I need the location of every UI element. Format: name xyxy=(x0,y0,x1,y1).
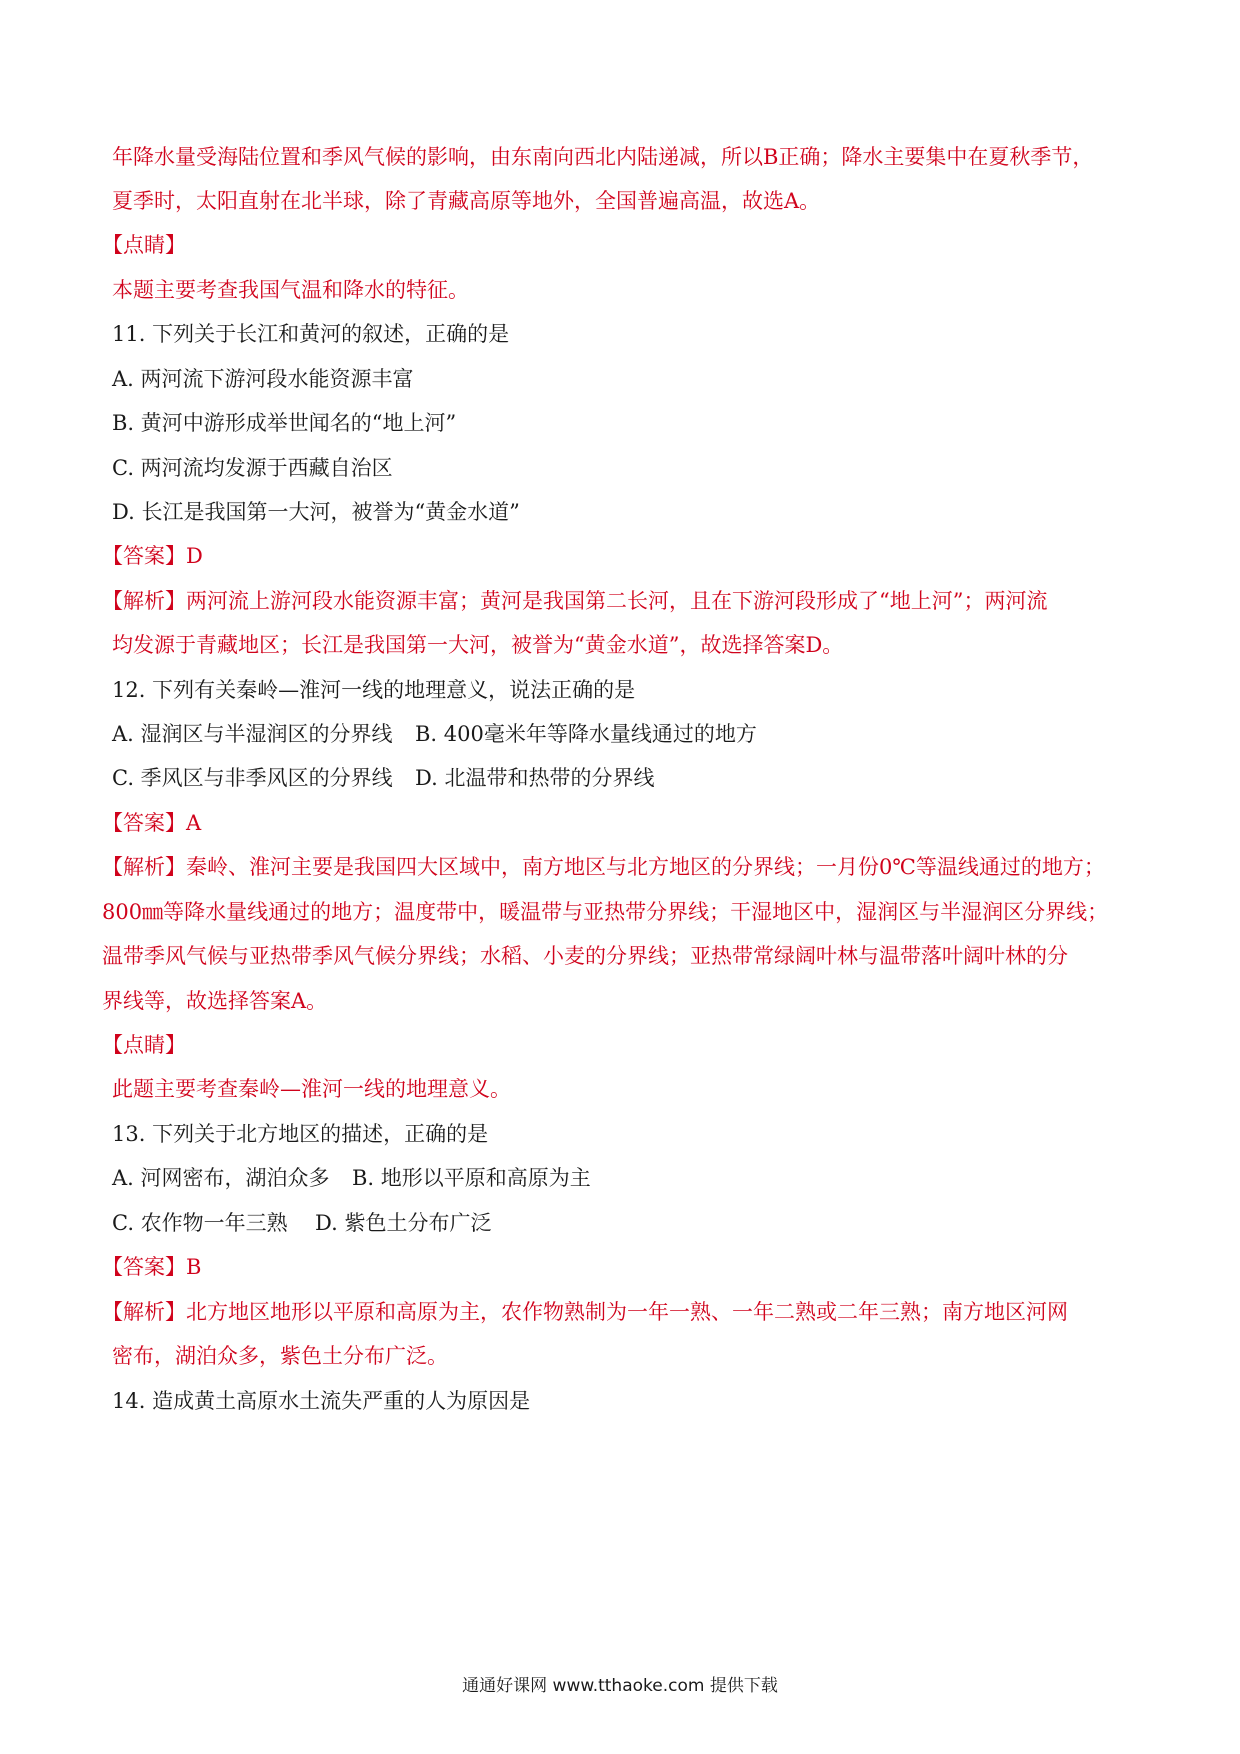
analysis-tag: 【解析】 xyxy=(102,589,186,613)
q12-option-c: C. 季风区与非季风区的分界线 xyxy=(112,766,393,790)
q13-answer-row xyxy=(102,1254,201,1280)
q13-options-row-2 xyxy=(112,1210,491,1236)
q11-stem: 11. 下列关于长江和黄河的叙述，正确的是 xyxy=(112,322,510,346)
q13-answer: B xyxy=(186,1255,202,1279)
q11-option-d: D. 长江是我国第一大河，被誉为“黄金水道” xyxy=(112,500,520,524)
answer-tag: 【答案】 xyxy=(102,544,186,568)
analysis-tag: 【解析】 xyxy=(102,1300,186,1324)
q13-stem: 13. 下列关于北方地区的描述，正确的是 xyxy=(112,1122,489,1146)
q11-option-b: B. 黄河中游形成举世闻名的“地上河” xyxy=(112,411,457,435)
q12-analysis-line-4: 界线等，故选择答案A。 xyxy=(102,989,328,1013)
q12-options-row-2 xyxy=(112,765,654,791)
q11-analysis-line-2: 均发源于青藏地区；长江是我国第一大河，被誉为“黄金水道”，故选择答案D。 xyxy=(112,633,844,657)
q13-option-c: C. 农作物一年三熟 xyxy=(112,1211,288,1235)
intro-line-1: 年降水量受海陆位置和季风气候的影响，由东南向西北内陆递减，所以B正确；降水主要集中在夏秋季节， xyxy=(112,145,1094,169)
q12-options-row-1 xyxy=(112,721,757,747)
q13-option-b: B. 地形以平原和高原为主 xyxy=(352,1166,591,1190)
q11-analysis-row xyxy=(102,588,1047,614)
q13-analysis-row xyxy=(102,1299,1068,1325)
q12-option-d: D. 北温带和热带的分界线 xyxy=(415,766,655,790)
q12-analysis-line-3: 温带季风气候与亚热带季风气候分界线；水稻、小麦的分界线；亚热带常绿阔叶林与温带落叶阔叶林的分 xyxy=(102,944,1068,968)
q12-stem: 12. 下列有关秦岭—淮河一线的地理意义，说法正确的是 xyxy=(112,678,636,702)
q11-answer-row xyxy=(102,543,203,569)
q12-option-a: A. 湿润区与半湿润区的分界线 xyxy=(112,722,393,746)
note-q12: 此题主要考查秦岭—淮河一线的地理意义。 xyxy=(112,1077,511,1101)
note-q10: 本题主要考查我国气温和降水的特征。 xyxy=(112,278,469,302)
answer-tag: 【答案】 xyxy=(102,811,186,835)
q11-option-a: A. 两河流下游河段水能资源丰富 xyxy=(112,367,414,391)
q12-answer-row xyxy=(102,810,201,836)
page-footer: 通通好课网 www.tthaoke.com 提供下载 xyxy=(462,1676,778,1696)
q12-answer: A xyxy=(186,811,202,835)
q13-analysis-line-2: 密布，湖泊众多，紫色土分布广泛。 xyxy=(112,1344,448,1368)
q12-option-b: B. 400毫米年等降水量线通过的地方 xyxy=(415,722,757,746)
analysis-tag: 【解析】 xyxy=(102,855,186,879)
q14-stem: 14. 造成黄土高原水土流失严重的人为原因是 xyxy=(112,1389,531,1413)
q13-option-a: A. 河网密布，湖泊众多 xyxy=(112,1166,330,1190)
q12-analysis-line-1: 秦岭、淮河主要是我国四大区域中，南方地区与北方地区的分界线；一月份0℃等温线通过的地方； xyxy=(186,855,1105,879)
answer-tag: 【答案】 xyxy=(102,1255,186,1279)
dianjing-tag-2: 【点睛】 xyxy=(102,1033,186,1057)
q12-analysis-row xyxy=(102,854,1105,880)
q13-options-row-1 xyxy=(112,1165,591,1191)
intro-line-2: 夏季时，太阳直射在北半球，除了青藏高原等地外，全国普遍高温，故选A。 xyxy=(112,189,821,213)
q11-answer: D xyxy=(186,544,203,568)
dianjing-tag-1: 【点睛】 xyxy=(102,233,186,257)
q11-option-c: C. 两河流均发源于西藏自治区 xyxy=(112,456,393,480)
q13-analysis-line-1: 北方地区地形以平原和高原为主，农作物熟制为一年一熟、一年二熟或二年三熟；南方地区河网 xyxy=(186,1300,1068,1324)
q11-analysis-line-1: 两河流上游河段水能资源丰富；黄河是我国第二长河，且在下游河段形成了“地上河”；两河流 xyxy=(186,589,1048,613)
q13-option-d: D. 紫色土分布广泛 xyxy=(315,1211,492,1235)
q12-analysis-line-2: 800㎜等降水量线通过的地方；温度带中，暖温带与亚热带分界线；干湿地区中，湿润区与半湿润区分界线； xyxy=(102,900,1109,924)
